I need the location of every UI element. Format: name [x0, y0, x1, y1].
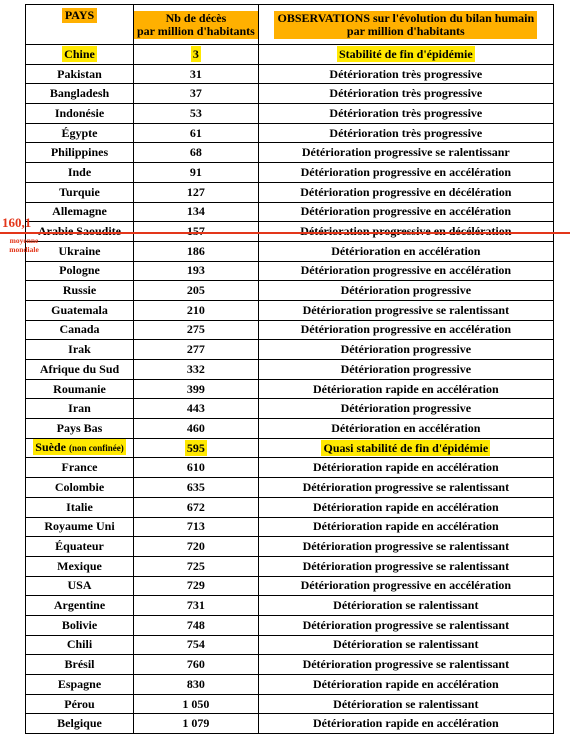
deaths-cell-text: 210 [186, 302, 205, 317]
observation-cell-text: Détérioration rapide en accélération [313, 499, 499, 514]
deaths-cell [134, 379, 259, 399]
country-cell [26, 458, 134, 478]
table-row [26, 340, 554, 360]
observation-cell-text: Détérioration progressive [340, 401, 472, 416]
country-cell [26, 143, 134, 163]
observation-cell [258, 675, 553, 695]
deaths-cell [134, 360, 259, 380]
world-average-label-line2: mondiale [9, 245, 39, 254]
deaths-cell [134, 320, 259, 340]
deaths-cell [134, 615, 259, 635]
observation-cell-text: Détérioration progressive se ralentissant [302, 479, 510, 494]
observation-cell-text: Détérioration en accélération [331, 420, 481, 435]
observation-cell [258, 615, 553, 635]
table-row [26, 694, 554, 714]
table-row [26, 84, 554, 104]
country-cell [26, 84, 134, 104]
observation-cell [258, 655, 553, 675]
country-cell [26, 202, 134, 222]
deaths-cell-text: 37 [189, 86, 202, 101]
observation-cell-text: Détérioration très progressive [329, 86, 483, 101]
country-cell-text: Guatemala [51, 302, 108, 317]
observation-cell [258, 45, 553, 65]
deaths-cell [134, 438, 259, 458]
deaths-cell [134, 241, 259, 261]
observation-cell-text: Détérioration progressive en décélération [300, 184, 512, 199]
observation-cell [258, 556, 553, 576]
observation-cell-text: Détérioration rapide en accélération [313, 460, 499, 475]
deaths-cell-text: 31 [189, 66, 202, 81]
deaths-cell-text: 830 [186, 676, 205, 691]
observation-cell-text: Détérioration se ralentissant [333, 696, 479, 711]
table-row [26, 182, 554, 202]
country-cell [26, 556, 134, 576]
table-row [26, 675, 554, 695]
country-cell-text: Ukraine [58, 243, 101, 258]
table-row [26, 655, 554, 675]
observation-cell-text: Détérioration rapide en accélération [313, 381, 499, 396]
observation-cell [258, 635, 553, 655]
country-cell-text: Arabie Saoudite [37, 224, 121, 239]
table-row [26, 497, 554, 517]
covid-death-table [25, 4, 554, 734]
observation-cell [258, 458, 553, 478]
table-row [26, 596, 554, 616]
country-cell [26, 281, 134, 301]
country-cell [26, 714, 134, 734]
table-row [26, 261, 554, 281]
deaths-cell-text: 53 [189, 105, 202, 120]
deaths-cell-text: 725 [186, 558, 205, 573]
table-row [26, 635, 554, 655]
country-cell [26, 537, 134, 557]
table-row [26, 517, 554, 537]
observation-cell [258, 419, 553, 439]
country-cell-text: Roumanie [53, 381, 106, 396]
observation-cell [258, 261, 553, 281]
deaths-cell [134, 675, 259, 695]
deaths-cell [134, 340, 259, 360]
observation-cell [258, 182, 553, 202]
deaths-cell [134, 84, 259, 104]
deaths-cell [134, 261, 259, 281]
country-cell [26, 379, 134, 399]
table-row [26, 281, 554, 301]
deaths-cell [134, 419, 259, 439]
country-cell [26, 163, 134, 183]
country-cell [26, 478, 134, 498]
observation-cell [258, 517, 553, 537]
observation-cell [258, 379, 553, 399]
country-cell-text: Italie [66, 499, 93, 514]
observation-cell-text: Détérioration progressive en décélération [300, 224, 512, 239]
deaths-cell-text: 157 [186, 224, 205, 239]
header-deces-label [134, 11, 258, 39]
observation-cell-text: Détérioration progressive se ralentissant [302, 302, 510, 317]
country-cell-text: Chine [64, 46, 95, 61]
deaths-cell [134, 64, 259, 84]
country-cell [26, 45, 134, 65]
deaths-cell [134, 300, 259, 320]
country-cell-text: Russie [62, 283, 97, 298]
deaths-cell [134, 182, 259, 202]
header-deces-line1: Nb de décès [165, 10, 227, 25]
country-cell [26, 399, 134, 419]
table-row [26, 123, 554, 143]
deaths-cell-text: 748 [186, 617, 205, 632]
deaths-cell-text: 91 [189, 164, 202, 179]
observation-cell-text: Détérioration progressive se ralentissant [302, 539, 510, 554]
deaths-cell-text: 1 050 [182, 696, 210, 711]
observation-cell-text: Détérioration progressive [340, 361, 472, 376]
deaths-cell [134, 497, 259, 517]
deaths-cell-text: 186 [186, 243, 205, 258]
deaths-cell-text: 720 [186, 539, 205, 554]
country-cell-text: USA [67, 578, 92, 593]
country-cell-text: Philippines [50, 145, 109, 160]
country-cell [26, 320, 134, 340]
deaths-cell [134, 399, 259, 419]
country-cell [26, 694, 134, 714]
country-cell-text: Inde [67, 164, 92, 179]
country-cell-text: Égypte [61, 125, 98, 140]
country-cell-text: Belgique [57, 716, 102, 731]
country-cell-text: Canada [59, 322, 100, 337]
country-cell [26, 64, 134, 84]
observation-cell [258, 64, 553, 84]
country-cell [26, 438, 134, 458]
observation-cell-text: Détérioration progressive en accélération [300, 204, 512, 219]
deaths-cell-text: 595 [186, 440, 205, 455]
observation-cell [258, 714, 553, 734]
deaths-cell-text: 731 [186, 598, 205, 613]
country-cell-text: Bangladesh [49, 86, 110, 101]
table-row [26, 438, 554, 458]
country-cell [26, 340, 134, 360]
observation-cell-text: Quasi stabilité de fin d'épidémie [323, 440, 489, 455]
country-cell [26, 360, 134, 380]
country-cell [26, 261, 134, 281]
deaths-cell-text: 460 [186, 420, 205, 435]
observation-cell [258, 84, 553, 104]
table-row [26, 360, 554, 380]
table-row [26, 202, 554, 222]
country-cell [26, 517, 134, 537]
country-cell-text: Irak [68, 342, 91, 357]
deaths-cell [134, 163, 259, 183]
deaths-cell-text: 205 [186, 283, 205, 298]
observation-cell [258, 104, 553, 124]
deaths-cell [134, 596, 259, 616]
observation-cell [258, 202, 553, 222]
country-cell-text: Allemagne [52, 204, 107, 219]
country-cell-text: Brésil [64, 657, 95, 672]
country-cell-text: Pologne [59, 263, 100, 278]
deaths-cell-text: 61 [189, 125, 202, 140]
observation-cell-text: Détérioration progressive en accélération [300, 322, 512, 337]
deaths-cell-text: 275 [186, 322, 205, 337]
observation-cell-text: Détérioration très progressive [329, 125, 483, 140]
observation-cell-text: Détérioration progressive en accélération [300, 578, 512, 593]
observation-cell [258, 596, 553, 616]
observation-cell-text: Détérioration progressive en accélération [300, 164, 512, 179]
deaths-cell [134, 655, 259, 675]
header-observations [258, 5, 553, 45]
table-row [26, 576, 554, 596]
deaths-cell-text: 760 [186, 657, 205, 672]
observation-cell [258, 320, 553, 340]
deaths-cell-text: 3 [192, 46, 199, 61]
deaths-cell [134, 281, 259, 301]
table-row [26, 104, 554, 124]
observation-cell-text: Détérioration se ralentissant [333, 637, 479, 652]
deaths-cell [134, 123, 259, 143]
deaths-cell [134, 556, 259, 576]
country-cell [26, 123, 134, 143]
table-row [26, 478, 554, 498]
country-cell [26, 419, 134, 439]
country-cell [26, 182, 134, 202]
country-cell-text: Iran [68, 401, 91, 416]
table-row [26, 615, 554, 635]
deaths-cell [134, 714, 259, 734]
observation-cell-text: Détérioration rapide en accélération [313, 716, 499, 731]
deaths-cell-text: 672 [186, 499, 205, 514]
observation-cell [258, 123, 553, 143]
table-row [26, 458, 554, 478]
table-row [26, 143, 554, 163]
header-pays [26, 5, 134, 45]
observation-cell [258, 360, 553, 380]
world-average-line [0, 232, 570, 234]
deaths-cell-text: 399 [186, 381, 205, 396]
deaths-cell [134, 458, 259, 478]
world-average-label [4, 236, 44, 254]
country-cell [26, 675, 134, 695]
table-row [26, 241, 554, 261]
country-cell-text: Turquie [59, 184, 100, 199]
observation-cell-text: Détérioration progressive se ralentissant [302, 617, 510, 632]
table-row [26, 300, 554, 320]
country-cell-text: Pays Bas [56, 420, 103, 435]
country-cell [26, 576, 134, 596]
table-row [26, 163, 554, 183]
country-cell [26, 615, 134, 635]
country-cell-text: Équateur [55, 539, 104, 554]
country-cell-text: Royaume Uni [44, 519, 115, 534]
observation-cell [258, 537, 553, 557]
deaths-cell [134, 45, 259, 65]
country-cell-text: Pérou [64, 696, 95, 711]
country-cell-text: Espagne [57, 676, 102, 691]
country-cell-text: Indonésie [54, 105, 105, 120]
observation-cell [258, 143, 553, 163]
deaths-cell [134, 478, 259, 498]
observation-cell-text: Détérioration rapide en accélération [313, 519, 499, 534]
deaths-cell-text: 127 [186, 184, 205, 199]
observation-cell [258, 281, 553, 301]
header-pays-label: PAYS [62, 8, 97, 23]
deaths-cell-text: 443 [186, 401, 205, 416]
country-cell-text: Mexique [57, 558, 102, 573]
header-deces [134, 5, 259, 45]
table-row [26, 537, 554, 557]
observation-cell-text: Détérioration rapide en accélération [313, 676, 499, 691]
header-row [26, 5, 554, 45]
deaths-cell [134, 104, 259, 124]
deaths-cell [134, 517, 259, 537]
deaths-cell-text: 332 [186, 361, 205, 376]
observation-cell-text: Détérioration progressive en accélération [300, 263, 512, 278]
observation-cell [258, 340, 553, 360]
observation-cell [258, 438, 553, 458]
country-cell [26, 635, 134, 655]
table-row [26, 379, 554, 399]
observation-cell-text: Détérioration progressive se ralentissant [302, 558, 510, 573]
country-cell-text: France [61, 460, 98, 475]
deaths-cell-text: 277 [186, 342, 205, 357]
deaths-cell [134, 202, 259, 222]
country-cell-text: Argentine [53, 598, 106, 613]
header-observations-label [274, 11, 537, 39]
header-observations-line2: par million d'habitants [346, 23, 465, 38]
observation-cell-text: Détérioration très progressive [329, 66, 483, 81]
observation-cell-text: Détérioration progressive [340, 283, 472, 298]
table-row [26, 45, 554, 65]
table-row [26, 556, 554, 576]
country-cell-wrap [33, 439, 125, 455]
deaths-cell-text: 1 079 [182, 716, 210, 731]
observation-cell-text: Détérioration progressive se ralentissant [302, 657, 510, 672]
country-cell [26, 596, 134, 616]
deaths-cell-text: 713 [186, 519, 205, 534]
world-average-label-line1: moyenne [9, 236, 39, 245]
country-cell-text: Afrique du Sud [39, 361, 120, 376]
observation-cell [258, 478, 553, 498]
observation-cell [258, 497, 553, 517]
country-cell-text: Colombie [54, 479, 105, 494]
world-average-value: 160,1 [2, 215, 32, 230]
deaths-cell-text: 635 [186, 479, 205, 494]
observation-cell [258, 241, 553, 261]
observation-cell [258, 694, 553, 714]
observation-cell [258, 300, 553, 320]
deaths-cell-text: 754 [186, 637, 205, 652]
deaths-cell-text: 610 [186, 460, 205, 475]
country-cell-text: Pakistan [57, 66, 102, 81]
observation-cell-text: Détérioration très progressive [329, 105, 483, 120]
deaths-cell [134, 143, 259, 163]
observation-cell-text: Détérioration progressive [340, 342, 472, 357]
observation-cell-text: Stabilité de fin d'épidémie [338, 46, 473, 61]
table-row [26, 419, 554, 439]
table-row [26, 64, 554, 84]
table-row [26, 399, 554, 419]
table-row [26, 714, 554, 734]
deaths-cell-text: 68 [189, 145, 202, 160]
country-cell [26, 655, 134, 675]
deaths-cell-text: 729 [186, 578, 205, 593]
header-deces-line2: par million d'habitants [137, 23, 255, 38]
country-cell [26, 300, 134, 320]
country-cell-text: Suède [35, 440, 66, 455]
header-observations-line1: OBSERVATIONS sur l'évolution du bilan humain [277, 10, 535, 25]
country-cell [26, 497, 134, 517]
deaths-cell [134, 694, 259, 714]
deaths-cell-text: 134 [186, 204, 205, 219]
deaths-cell [134, 576, 259, 596]
country-cell-text: Bolivie [61, 617, 98, 632]
observation-cell-text: Détérioration se ralentissant [333, 598, 479, 613]
observation-cell [258, 163, 553, 183]
deaths-cell [134, 537, 259, 557]
observation-cell-text: Détérioration en accélération [331, 243, 481, 258]
observation-cell-text: Détérioration progressive se ralentissanr [301, 145, 510, 160]
deaths-cell [134, 635, 259, 655]
observation-cell [258, 399, 553, 419]
country-cell-text: Chili [66, 637, 93, 652]
observation-cell [258, 576, 553, 596]
country-cell [26, 104, 134, 124]
table-row [26, 320, 554, 340]
deaths-cell-text: 193 [186, 263, 205, 278]
country-cell-note: (non confinée) [68, 443, 124, 454]
